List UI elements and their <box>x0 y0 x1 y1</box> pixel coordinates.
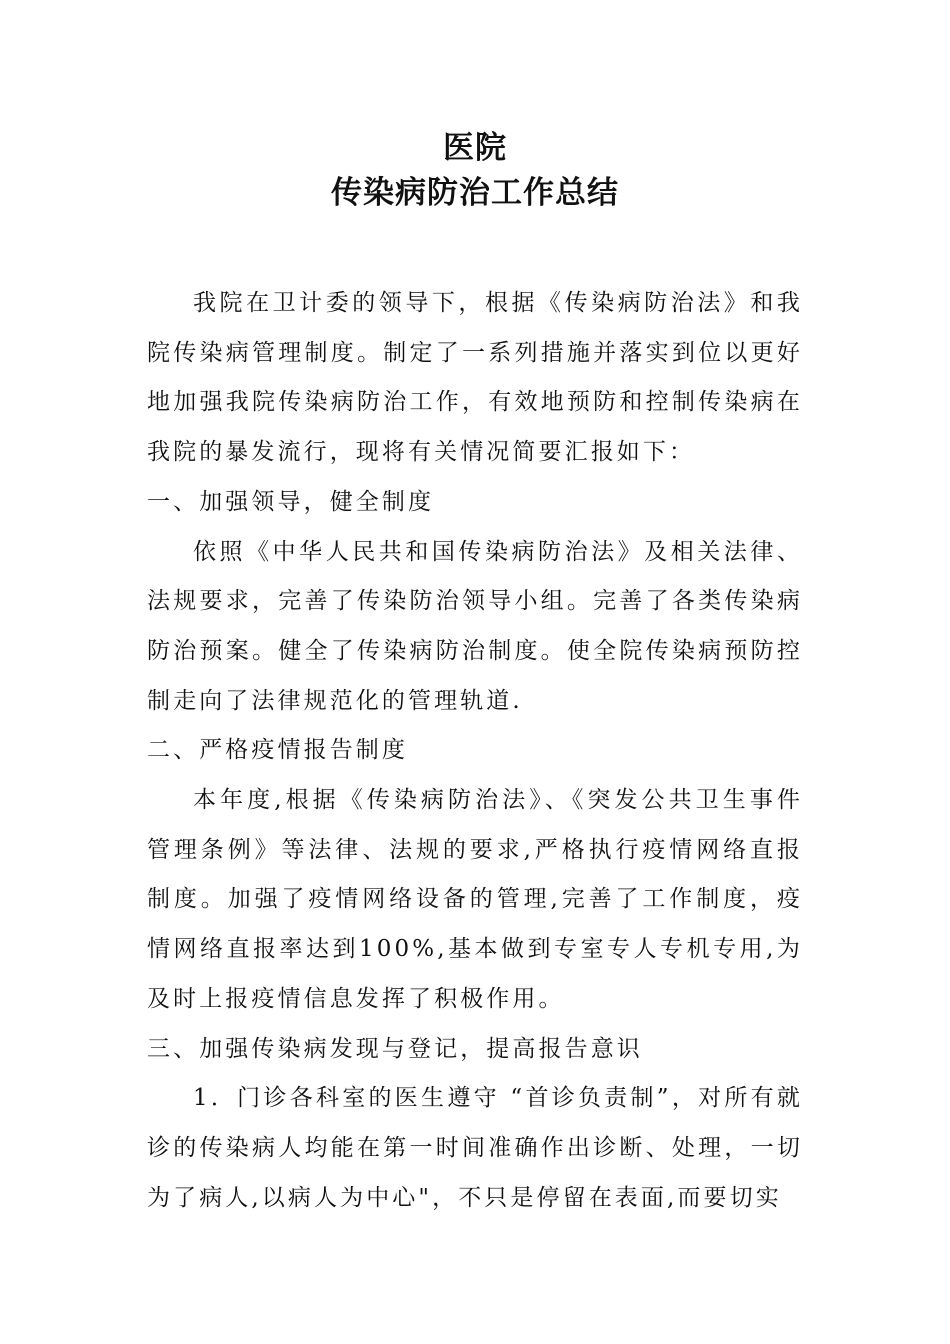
section-1-heading: 一、加强领导，健全制度 <box>147 488 435 515</box>
document-title <box>0 126 950 216</box>
intro-paragraph: 我院在卫计委的领导下，根据《传染病防治法》和我院传染病管理制度。制定了一系列措施并落实到位以更好地加强我院传染病防治工作，有效地预防和控制传染病在我院的暴发流行，现将有关情况简要汇报如下： <box>147 290 803 466</box>
section-3-heading: 三、加强传染病发现与登记，提高报告意识 <box>147 1035 643 1062</box>
section-2-paragraph: 本年度,根据《传染病防治法》、《突发公共卫生事件管理条例》等法律、法规的要求,严格执行疫情网络直报制度。加强了疫情网络设备的管理,完善了工作制度，疫情网络直报率达到100%,基本做到专室专人专机专用,为及时上报疫情信息发挥了积极作用。 <box>147 787 803 1012</box>
document-body <box>147 279 803 1223</box>
title-line-summary: 传染病防治工作总结 <box>331 175 619 211</box>
title-line-hospital: 医院 <box>443 130 507 166</box>
section-1-paragraph: 依照《中华人民共和国传染病防治法》及相关法律、法规要求，完善了传染防治领导小组。完善了各类传染病防治预案。健全了传染病防治制度。使全院传染病预防控制走向了法律规范化的管理轨道. <box>147 538 803 714</box>
section-2-heading: 二、严格疫情报告制度 <box>147 737 408 764</box>
section-3-item-1: 1．门诊各科室的医生遵守 “首诊负责制”，对所有就诊的传染病人均能在第一时间准确作出诊断、处理，一切为了病人,以病人为中心"，不只是停留在表面,而要切实 <box>147 1085 803 1211</box>
